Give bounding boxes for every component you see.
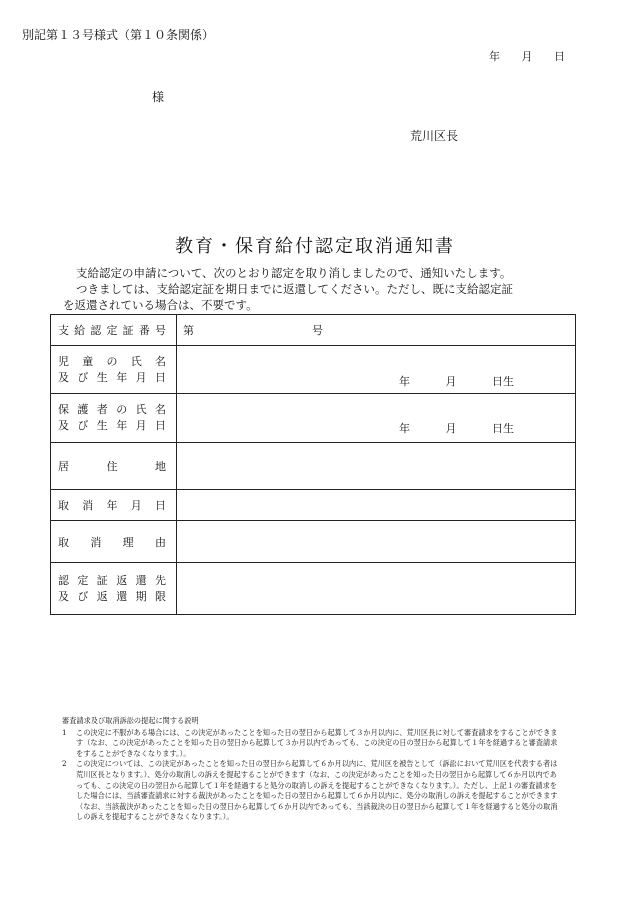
child-label-2: 及び生年月日 <box>58 370 166 384</box>
child-label-1: 児童の氏名 <box>58 354 166 368</box>
form-id: 別記第１３号様式（第１０条関係） <box>22 28 215 42</box>
row-return <box>51 563 576 615</box>
document-title: 教育・保育給付認定取消通知書 <box>175 236 455 257</box>
note-number: 1 <box>62 727 67 737</box>
label-cell <box>51 346 177 394</box>
label-cell <box>51 563 177 615</box>
row-cert-number <box>51 315 576 346</box>
guardian-field[interactable] <box>177 394 576 443</box>
row-address <box>51 443 576 490</box>
child-birthdate-tail: 年 月 日生 <box>399 375 514 388</box>
form-table <box>50 314 576 615</box>
row-child <box>51 346 576 394</box>
cancel-reason-field[interactable] <box>177 521 576 563</box>
cancel-date-field[interactable] <box>177 490 576 521</box>
guardian-birthdate-tail: 年 月 日生 <box>399 422 514 435</box>
notes-title: 審査請求及び取消訴訟の提起に関する説明 <box>62 716 199 725</box>
intro-line-2: つきましては、支給認定証を期日までに返還してください。ただし、既に支給認定証 <box>76 282 513 296</box>
return-label-1: 認定証返還先 <box>58 573 166 587</box>
row-guardian <box>51 394 576 443</box>
guardian-label-2: 及び生年月日 <box>58 419 166 432</box>
cancel-reason-label: 取消理由 <box>58 535 166 549</box>
child-field[interactable] <box>177 346 576 394</box>
address-field[interactable] <box>177 443 576 490</box>
recipient-suffix: 様 <box>152 90 165 104</box>
note-text: この決定については、この決定があったことを知った日の翌日から起算して６か月以内に、荒川区を被告として（訴訟において荒川区を代表する者は荒川区長となります。）、処分の取消しの訴えを提起することができます（なお、この決定があったことを知った日の翌日から起算して６か月以内であっても、この決定の日の翌日から起算して１年を経過すると処分の取消しの訴えを提起することができなくなります。）。ただし、上記１の審査請求をした場合には、当該審査請求に対する裁決があったことを知った日の翌日から起算して６か月以内に、処分の取消しの訴えを提起することができます（なお、当該裁決があったことを知った日の翌日から起算して６か月以内であっても、当該裁決の日の翌日から起算して１年を経過すると処分の取消しの訴えを提起することができなくなります。）。 <box>76 759 558 822</box>
note-number: 2 <box>62 759 67 769</box>
issue-date-line: 年 月 日 <box>489 50 565 63</box>
label-cell <box>51 394 177 443</box>
note-text: この決定に不服がある場合には、この決定があったことを知った日の翌日から起算して３か月以内に、荒川区長に対して審査請求をすることができます（なお、この決定があったことを知った日の翌日から起算して３か月以内であっても、この決定の日の翌日から起算して１年を経過すると審査請求をすることができなくなります。）。 <box>76 727 558 758</box>
cancel-date-label: 取消年月日 <box>58 499 166 512</box>
row-cancel-reason <box>51 521 576 563</box>
note-item <box>62 759 562 823</box>
label-cell <box>51 443 177 490</box>
intro-line-3: を返還されている場合は、不要です。 <box>63 298 258 312</box>
label-cell <box>51 521 177 563</box>
sender-name: 荒川区長 <box>410 129 459 143</box>
label-cell <box>51 315 177 346</box>
address-label: 居住地 <box>58 460 166 473</box>
return-field[interactable] <box>177 563 576 615</box>
cert-number-label: 支給認定証番号 <box>58 324 166 337</box>
cert-number-field[interactable] <box>177 315 576 346</box>
appeal-notes <box>62 716 562 823</box>
note-item <box>62 728 562 760</box>
guardian-label-1: 保護者の氏名 <box>58 403 166 416</box>
return-label-2: 及び返還期限 <box>58 589 166 603</box>
intro-line-1: 支給認定の申請について、次のとおり認定を取り消しましたので、通知いたします。 <box>76 266 512 280</box>
cert-number-suffix: 号 <box>312 324 323 337</box>
cert-number-prefix: 第 <box>183 324 194 337</box>
label-cell <box>51 490 177 521</box>
row-cancel-date <box>51 490 576 521</box>
